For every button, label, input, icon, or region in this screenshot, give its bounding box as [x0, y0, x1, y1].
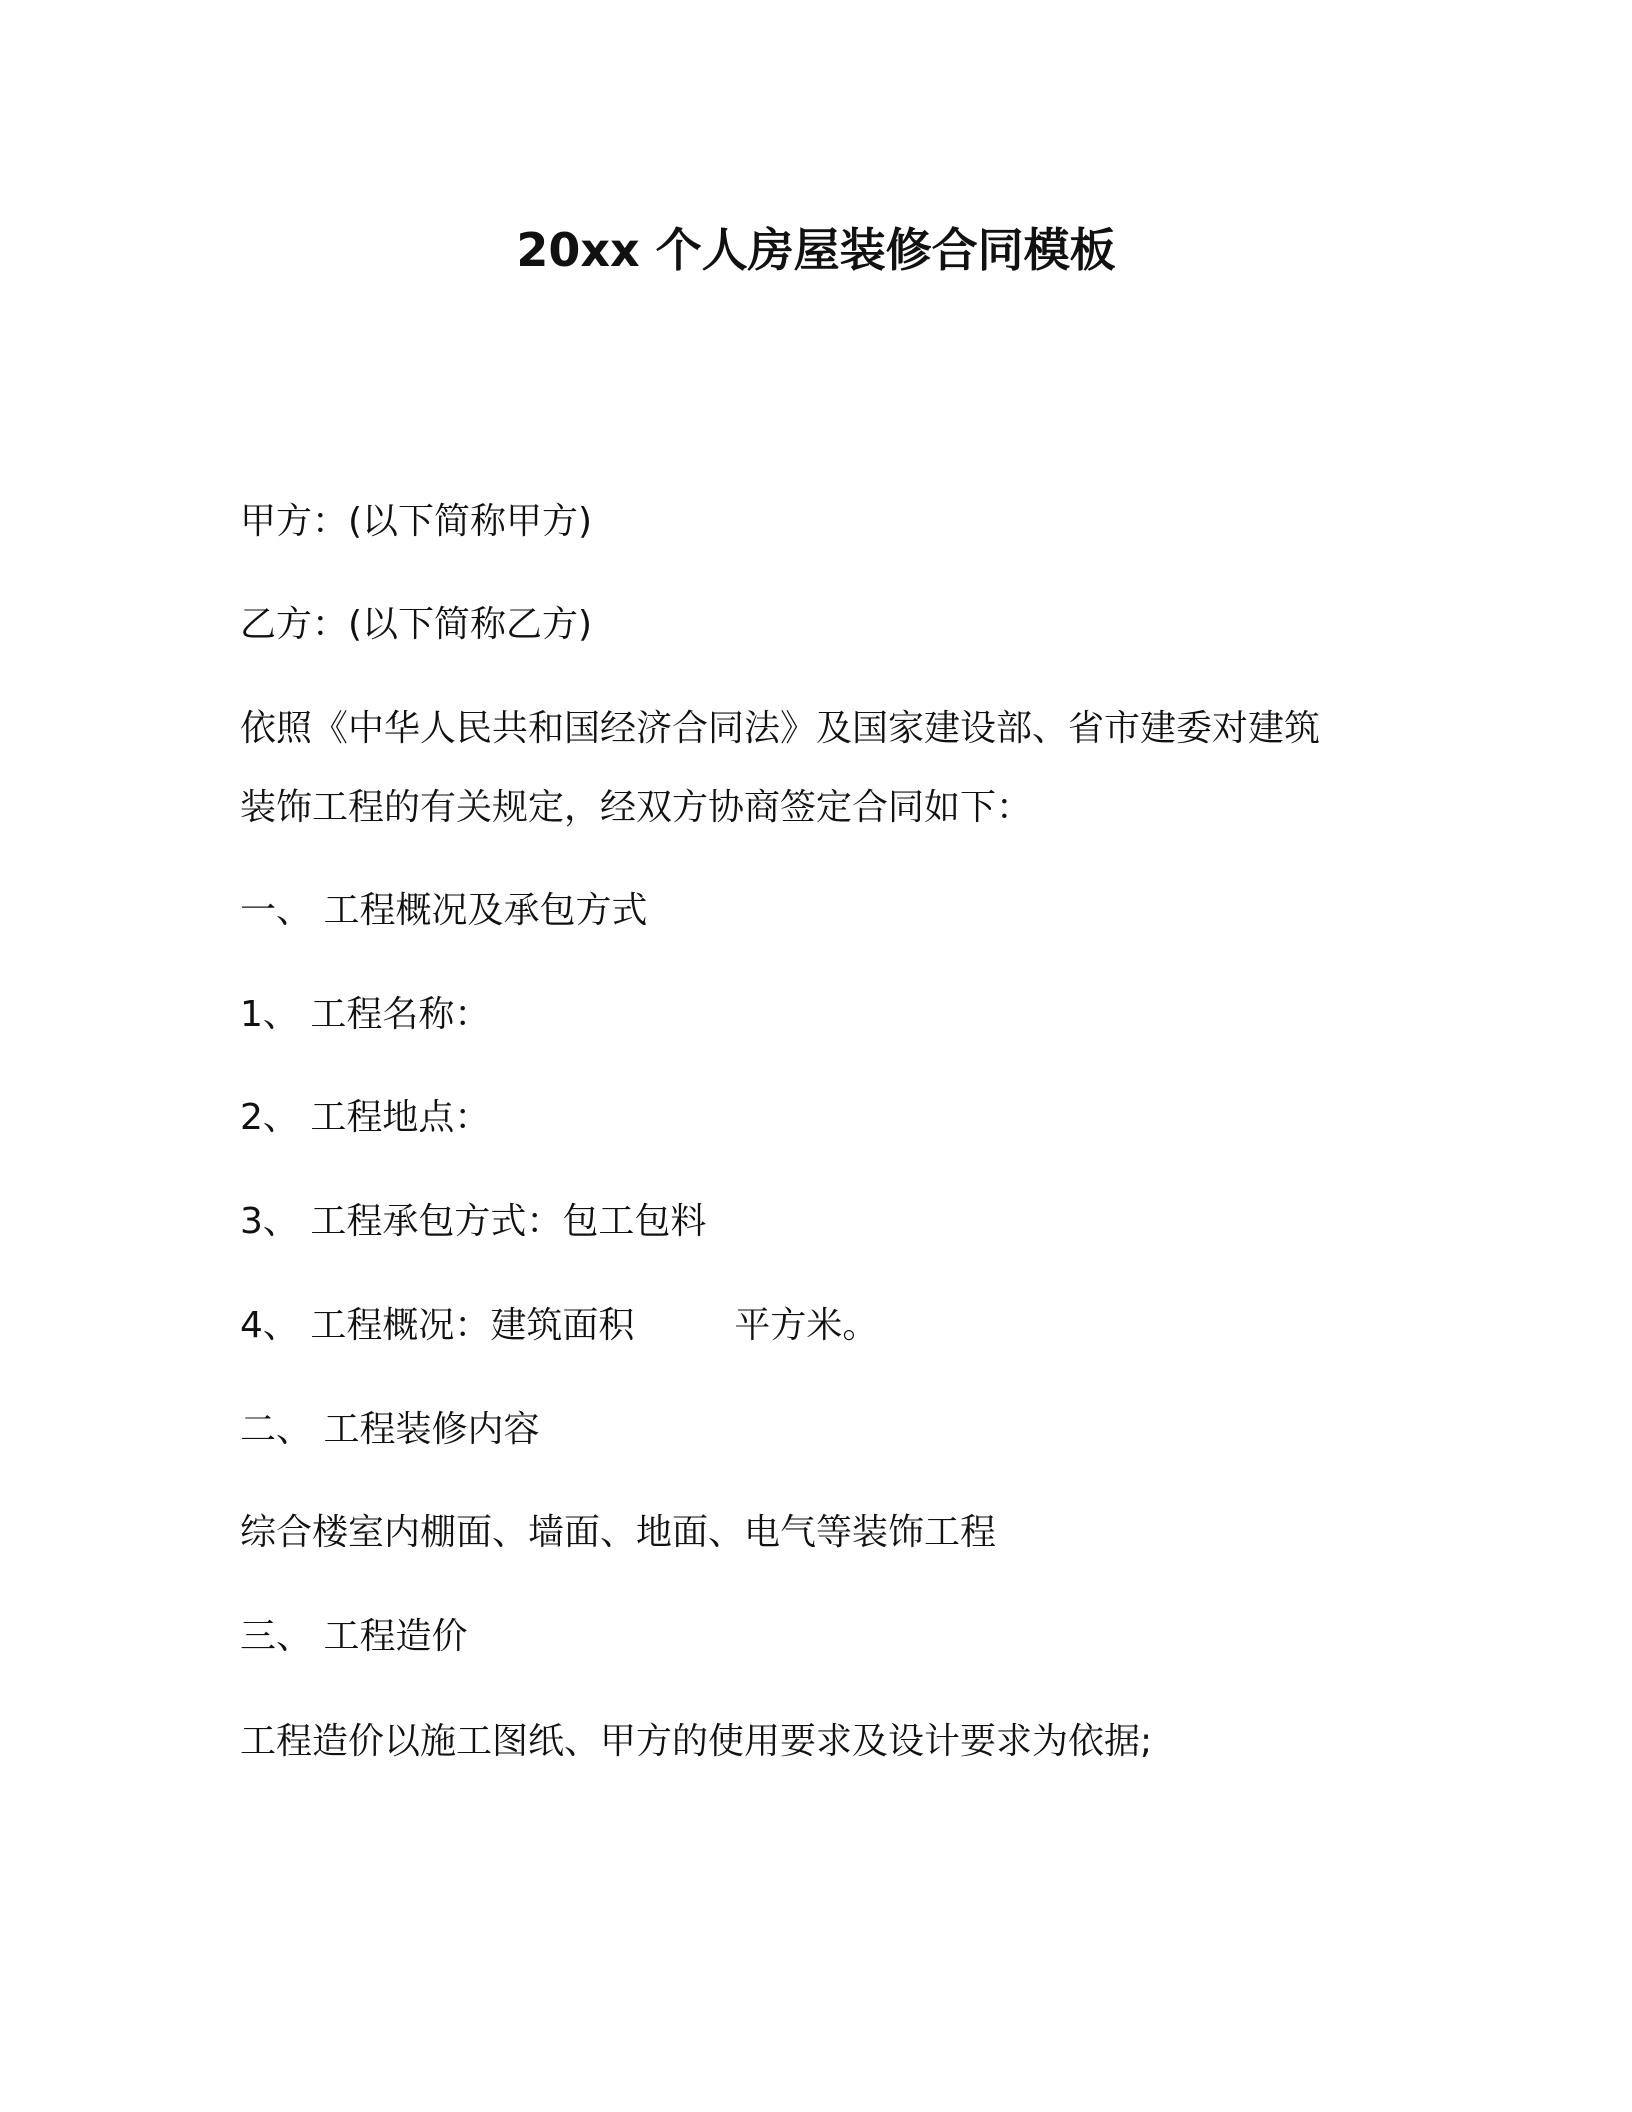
preamble-line-2: 装饰工程的有关规定，经双方协商签定合同如下：: [240, 787, 1033, 828]
section-3-heading: 三、 工程造价: [240, 1616, 468, 1657]
item-4-project-overview: [240, 1302, 878, 1350]
party-b-line: 乙方：(以下简称乙方): [240, 604, 593, 645]
section-3-content: 工程造价以施工图纸、甲方的使用要求及设计要求为依据;: [240, 1721, 1153, 1762]
section-1-heading: 一、 工程概况及承包方式: [240, 890, 648, 931]
party-a-line: 甲方：(以下简称甲方): [240, 501, 593, 542]
item-4-prefix: 4、 工程概况：建筑面积: [240, 1305, 635, 1346]
item-3-contract-method: 3、 工程承包方式：包工包料: [240, 1201, 707, 1242]
document-title: 20xx 个人房屋装修合同模板: [516, 223, 1116, 277]
item-4-suffix: 平方米。: [734, 1305, 879, 1346]
section-2-content: 综合楼室内棚面、墙面、地面、电气等装饰工程: [240, 1512, 997, 1553]
item-1-project-name: 1、 工程名称：: [240, 994, 491, 1035]
item-2-project-location: 2、 工程地点：: [240, 1097, 491, 1138]
preamble-line-1: 依照《中华人民共和国经济合同法》及国家建设部、省市建委对建筑: [240, 708, 1321, 749]
section-2-heading: 二、 工程装修内容: [240, 1409, 540, 1450]
